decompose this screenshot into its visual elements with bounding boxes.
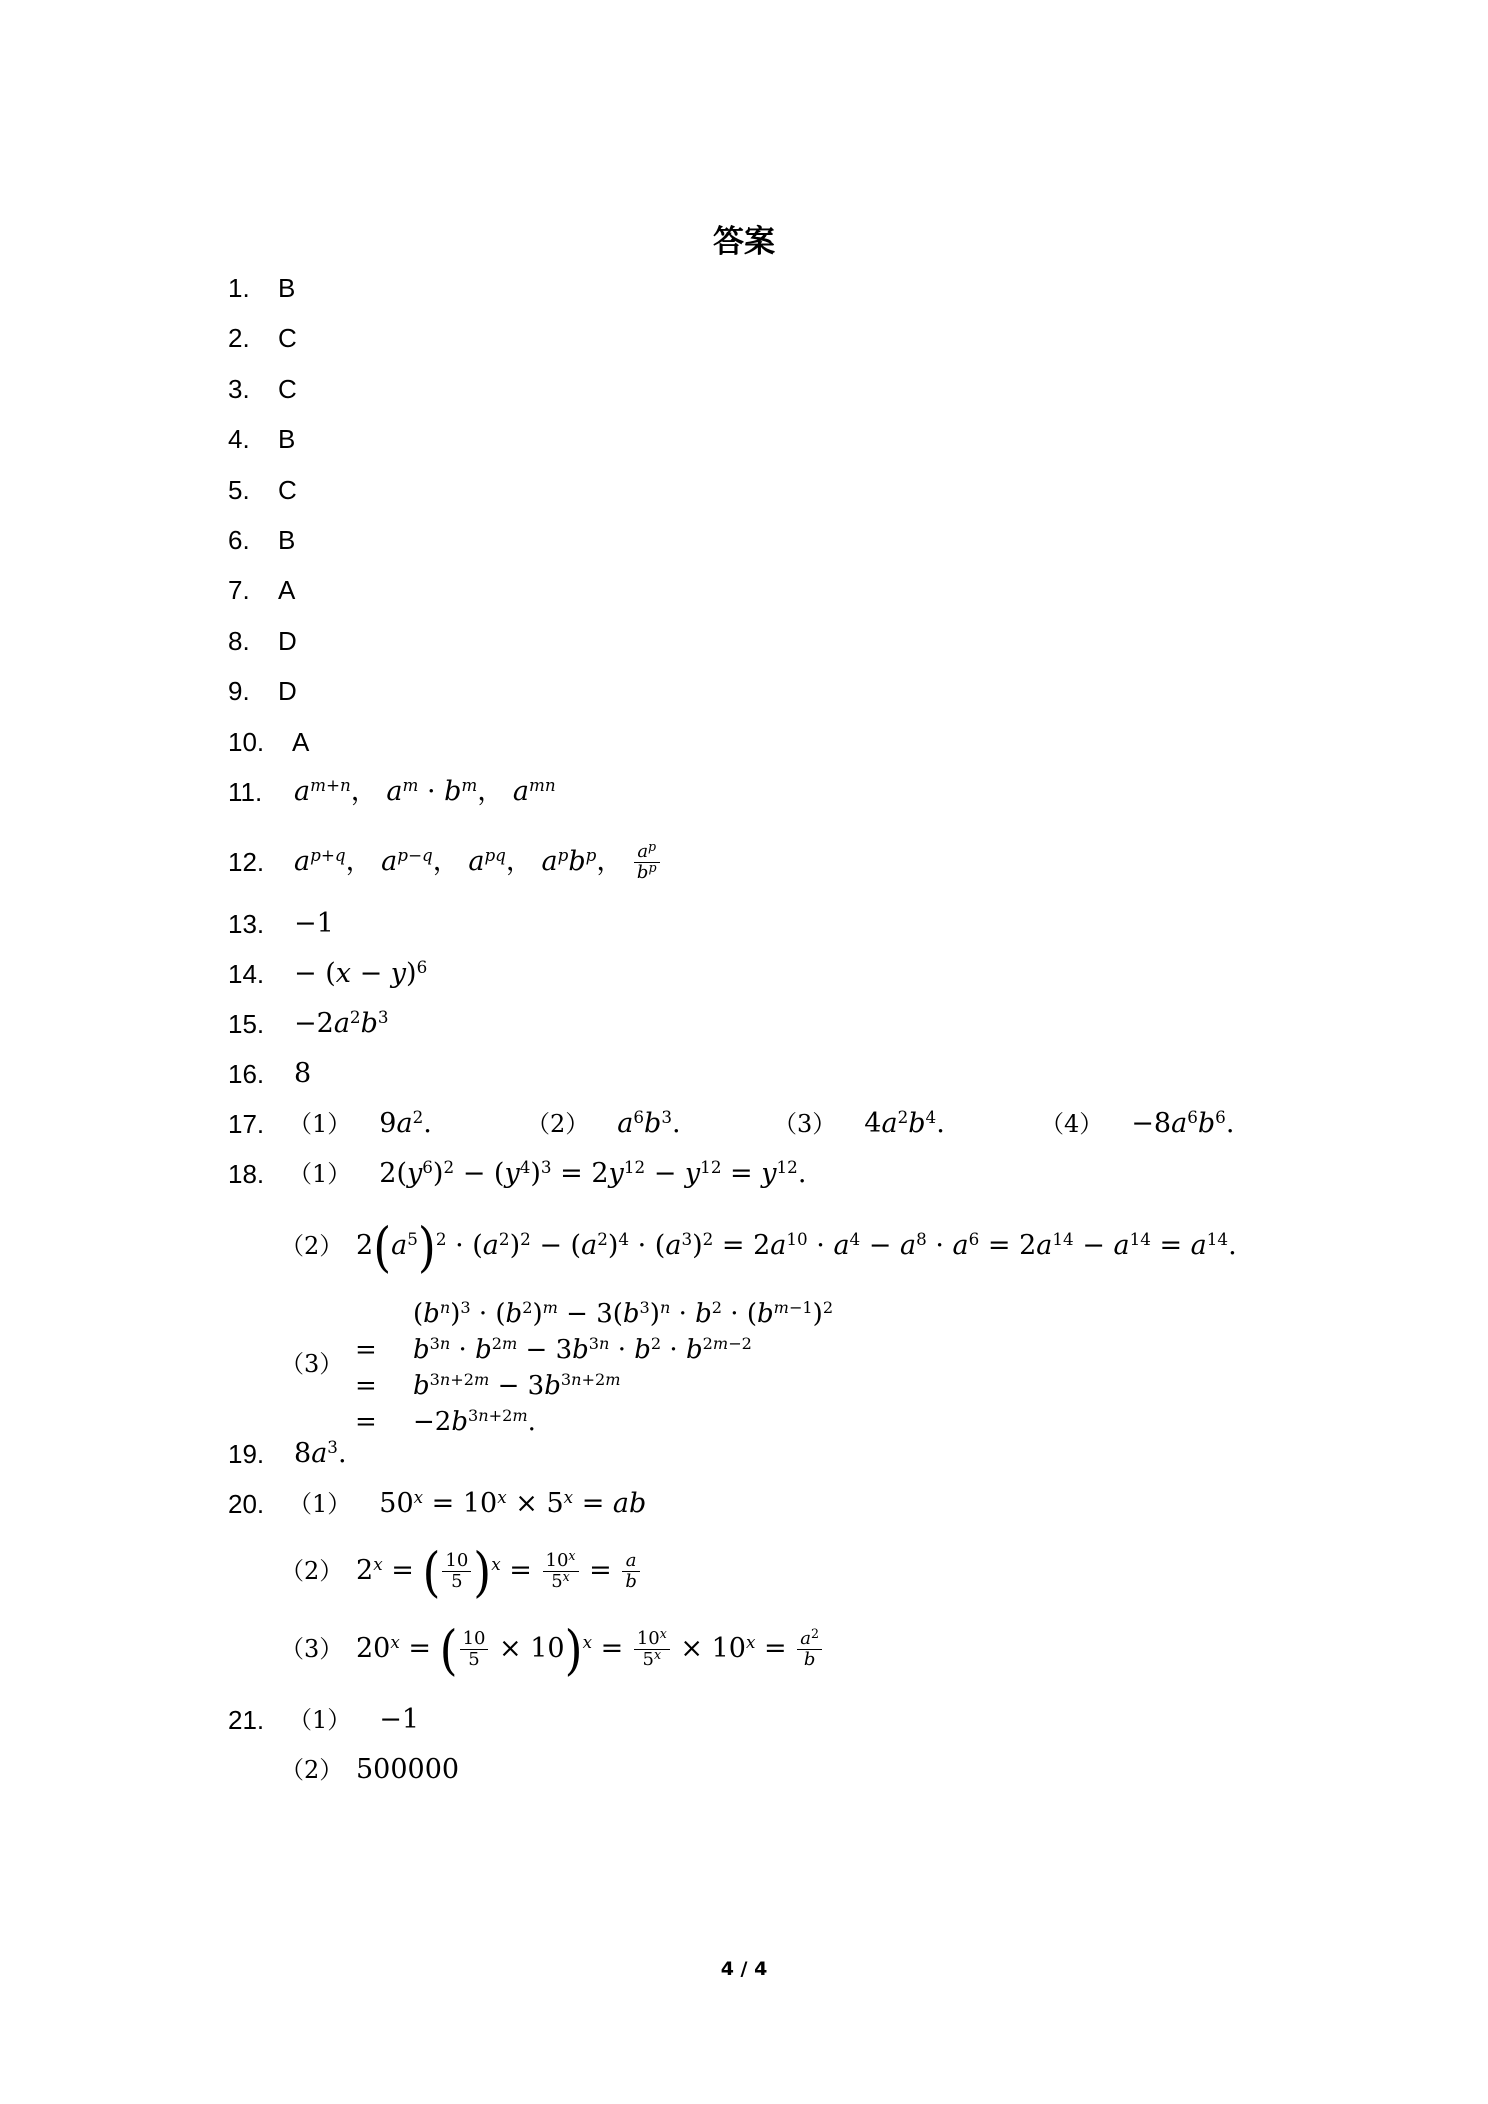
answer-choice: C: [278, 323, 297, 353]
answer-part-1: （1） $9a^2$.: [288, 1106, 432, 1139]
part-label: （2）: [280, 1557, 344, 1585]
answer-choice: A: [278, 575, 296, 605]
answer-math: $a^{p+q}$， $a^{p-q}$， $a^{pq}$， $a^pb^p$， $\frac{a^p}{b^p}$: [294, 832, 662, 892]
answer-math: $2(a^5)^2 \cdot (a^2)^2 - (a^2)^4 \cdot (a^3)^2 = 2a^{10} \cdot a^4 - a^8 \cdot a^6 = 2a^{14} - a^{14} = a^{14}$.: [356, 1215, 1237, 1278]
answer-choice: A: [292, 727, 310, 757]
answer-choice: B: [278, 525, 296, 555]
question-number: 3.: [228, 374, 250, 404]
answer-choice: B: [278, 424, 296, 454]
part-label: （3）: [280, 1635, 344, 1663]
answer-math: $-2a^2b^3$: [294, 1006, 389, 1039]
question-number: 18.: [228, 1159, 265, 1189]
answer-choice: D: [278, 626, 297, 656]
question-number: 4.: [228, 424, 250, 454]
answer-choice: C: [278, 374, 297, 404]
part-label: （2）: [280, 1756, 344, 1784]
answer-math: − $(x - y)^6$: [294, 956, 428, 989]
question-number: 17.: [228, 1109, 265, 1139]
part-label: （2）: [280, 1232, 344, 1260]
answer-math: $a^{m+n}$， $a^m \cdot b^m$， $a^{mn}$: [294, 774, 556, 807]
answer-row-21-part-2: [280, 1748, 880, 1792]
question-number: 20.: [228, 1489, 265, 1519]
question-number: 11.: [228, 777, 263, 807]
question-number: 21.: [228, 1705, 265, 1735]
question-number: 10.: [228, 727, 265, 757]
answer-math: $8a^3$.: [294, 1436, 347, 1469]
answer-row-18-part-2: [280, 1215, 1280, 1278]
question-number: 19.: [228, 1439, 265, 1469]
answer-row-20-part-2: [280, 1540, 1080, 1602]
question-number: 7.: [228, 575, 250, 605]
answer-math: 500000: [356, 1754, 460, 1785]
answer-choice: C: [278, 475, 297, 505]
question-number: 8.: [228, 626, 250, 656]
fraction: $\frac{a^p}{b^p}$: [634, 842, 660, 883]
answer-math: 8: [294, 1058, 312, 1089]
question-number: 16.: [228, 1059, 265, 1089]
answer-row-20-part-3: [280, 1618, 1080, 1680]
question-number: 15.: [228, 1009, 265, 1039]
answer-choice: D: [278, 676, 297, 706]
answer-row-20: [228, 1482, 1028, 1526]
answer-part-1: （1） −1: [288, 1704, 420, 1735]
question-number: 13.: [228, 909, 265, 939]
question-number: 6.: [228, 525, 250, 555]
question-number: 2.: [228, 323, 250, 353]
answer-row-17: [228, 1102, 1328, 1146]
answer-math: −1: [294, 908, 334, 939]
answer-part-1: （1） $50^x = 10^x \times 5^x$ = ab: [288, 1486, 647, 1519]
answer-row-21: [228, 1698, 828, 1742]
question-number: 12.: [228, 847, 265, 877]
answer-row-18: [228, 1152, 1328, 1196]
part-label: （3）: [280, 1350, 344, 1378]
page-title: 答案: [713, 224, 775, 260]
answer-math: $2^x$ = ( $\frac{10}{5}$ )$^x$ = $\frac{10^x}{5^x}$ = $\frac{a}{b}$: [356, 1540, 642, 1602]
question-number: 9.: [228, 676, 250, 706]
question-number: 14.: [228, 959, 265, 989]
question-number: 5.: [228, 475, 250, 505]
answer-choice: B: [278, 273, 296, 303]
answer-math: $20^x$ = ( $\frac{10}{5}$ × 10)$^x$ = $\frac{10^x}{5^x}$ × $10^x$ = $\frac{a^2}{b}$: [356, 1618, 824, 1680]
answer-part-2: （2） $a^6b^3$.: [526, 1106, 681, 1139]
question-number: 1.: [228, 273, 250, 303]
answer-part-3: （3） $4a^2b^4$.: [773, 1106, 945, 1139]
page-number: 4 / 4: [720, 1958, 768, 1980]
answer-part-4: $(4) -8a^6b^6$.: [1040, 1106, 1235, 1139]
answer-part-1: （1） $2(y^6)^2 - (y^4)^3 = 2y^{12} - y^{12} = y^{12}$.: [288, 1156, 807, 1189]
